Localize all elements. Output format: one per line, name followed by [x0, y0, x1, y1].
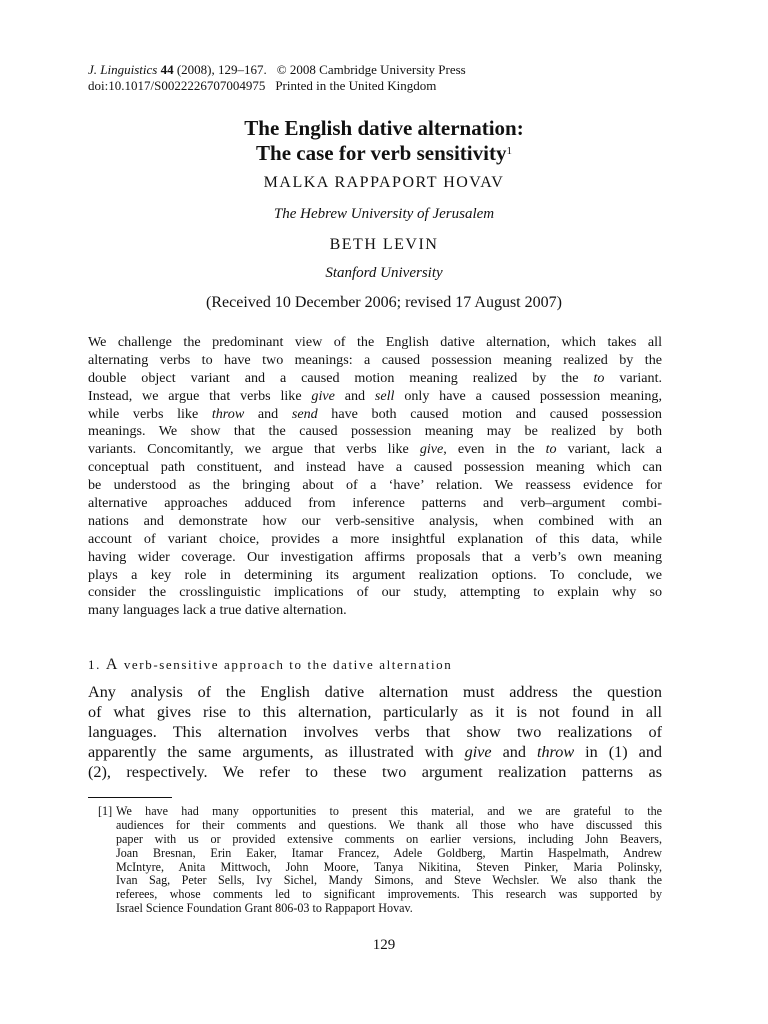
- section-first-letter: A: [105, 656, 119, 673]
- author-name: BETH LEVIN: [329, 236, 439, 253]
- abstract-italic: give: [419, 441, 444, 458]
- footnote-line: McIntyre, Anita Mittwoch, John Moore, Tanya Nikitina, Steven Pinker, Maria Polinsky,: [116, 859, 662, 874]
- abstract-line: [88, 406, 662, 424]
- abstract-italic: give: [311, 387, 335, 404]
- author-affiliation: The Hebrew University of Jerusalem: [273, 206, 495, 222]
- citation-line: [88, 62, 466, 78]
- printed-note: Printed in the United Kingdom: [275, 78, 437, 93]
- body-text-run: and: [502, 742, 526, 761]
- abstract-line: be understood as the bringing about of a ‘have’ relation. We reassess evidence for: [88, 477, 662, 494]
- abstract-line: [88, 441, 662, 459]
- footnote-line: Joan Bresnan, Erin Eaker, Itamar Francez, Adele Goldberg, Martin Haspelmath, Andrew: [116, 845, 662, 860]
- abstract-line: nations and demonstrate how our verb-sensitive analysis, when combined with an: [88, 512, 662, 529]
- abstract-line: consider the crosslinguistic implications of our study, attempting to explain why so: [88, 584, 662, 601]
- doi-line: [88, 78, 466, 94]
- body-line: [88, 743, 662, 763]
- abstract-line: [88, 388, 662, 406]
- abstract-text: Instead, we argue that verbs like: [88, 387, 302, 404]
- abstract-text: and: [344, 387, 366, 404]
- footnote-mark: [1]: [98, 804, 113, 818]
- footnote: [98, 805, 662, 916]
- abstract-line: conceptual path constituent, and instead have a caused possession meaning which can: [88, 459, 662, 476]
- footnote-rule: [88, 797, 172, 798]
- author-name: MALKA RAPPAPORT HOVAV: [263, 174, 505, 191]
- body-italic: throw: [536, 742, 575, 761]
- body-text-run: in (1) and: [585, 742, 663, 761]
- abstract-text: variant.: [619, 369, 663, 386]
- abstract-line: account of variant choice, provides a more insightful explanation of this data, while: [88, 530, 662, 547]
- body-line: (2), respectively. We refer to these two argument realization patterns as: [88, 762, 662, 781]
- footnote-line: audiences for their comments and questions. We thank all those who have discussed this: [116, 817, 662, 832]
- abstract-text: while verbs like: [88, 405, 199, 422]
- issue-pages: (2008), 129–167.: [176, 62, 267, 77]
- author-affiliation: Stanford University: [325, 265, 443, 281]
- journal-volume: 44: [160, 62, 174, 77]
- footnote-line: Israel Science Foundation Grant 806-03 to Rappaport Hovav.: [116, 901, 413, 916]
- abstract-italic: to: [593, 369, 605, 386]
- copyright: © 2008 Cambridge University Press: [276, 62, 466, 77]
- abstract-text: only have a caused possession meaning,: [404, 387, 663, 404]
- doi: doi:10.1017/S0022226707004975: [88, 78, 266, 93]
- abstract-line: [88, 370, 662, 388]
- footnote-line: We have had many opportunities to present this material, and we are grateful to the: [116, 804, 662, 818]
- abstract-text: double object variant and a caused motion meaning realized by the: [88, 369, 579, 386]
- abstract-italic: throw: [211, 405, 245, 422]
- page-number: 129: [372, 937, 396, 953]
- section-title: verb-sensitive approach to the dative alternation: [123, 657, 453, 672]
- abstract-text: have both caused motion and caused possession: [331, 405, 662, 422]
- abstract-line: alternating verbs to have two meanings: a caused possession meaning realized by the: [88, 351, 662, 368]
- title-line-2-text: The case for verb sensitivity: [256, 141, 507, 165]
- body-line: Any analysis of the English dative alternation must address the question: [88, 683, 662, 701]
- title-line-2: [0, 141, 768, 166]
- abstract-text: , even in the: [443, 441, 535, 458]
- title-footnote-mark: 1: [506, 145, 512, 157]
- received-dates: (Received 10 December 2006; revised 17 August 2007): [206, 294, 562, 311]
- journal-header: [88, 62, 466, 94]
- title-line-1: The English dative alternation:: [244, 116, 524, 140]
- journal-name: J. Linguistics: [88, 62, 158, 77]
- footnote-line: paper with us or provided extensive comments on earlier versions, including John Beavers,: [116, 831, 662, 846]
- body-line: languages. This alternation involves verbs that show two realizations of: [88, 722, 662, 741]
- abstract-line: plays a key role in determining its argument realization options. To conclude, we: [88, 566, 662, 583]
- body-text: [88, 683, 662, 782]
- body-line: of what gives rise to this alternation, particularly as it is not found in all: [88, 702, 662, 721]
- abstract-line: meanings. We show that the caused possession meaning may be realized by both: [88, 423, 662, 440]
- abstract-italic: to: [545, 441, 557, 458]
- body-text-run: apparently the same arguments, as illustrated with: [88, 742, 454, 761]
- section-heading: [88, 656, 452, 674]
- article-title: [0, 116, 768, 166]
- abstract-italic: send: [291, 405, 318, 422]
- abstract-line: many languages lack a true dative alternation.: [88, 602, 347, 619]
- abstract-text: and: [257, 405, 279, 422]
- section-number: 1.: [88, 657, 101, 672]
- abstract-line: having wider coverage. Our investigation affirms proposals that a verb’s own meaning: [88, 548, 662, 565]
- abstract-text: variants. Concomitantly, we argue that verbs like: [88, 441, 409, 458]
- abstract-italic: sell: [374, 387, 395, 404]
- abstract-text: variant, lack a: [567, 441, 662, 458]
- abstract-line: alternative approaches adduced from inference patterns and verb–argument combi-: [88, 495, 662, 512]
- abstract: [88, 334, 662, 620]
- footnote-line: Ivan Sag, Peter Sells, Ivy Sichel, Mandy Simons, and Steve Wechsler. We also thank the: [116, 873, 662, 888]
- footnote-line: referees, whose comments led to significant improvements. This research was supported by: [116, 887, 662, 902]
- body-italic: give: [464, 742, 492, 761]
- abstract-line: We challenge the predominant view of the English dative alternation, which takes all: [88, 334, 662, 350]
